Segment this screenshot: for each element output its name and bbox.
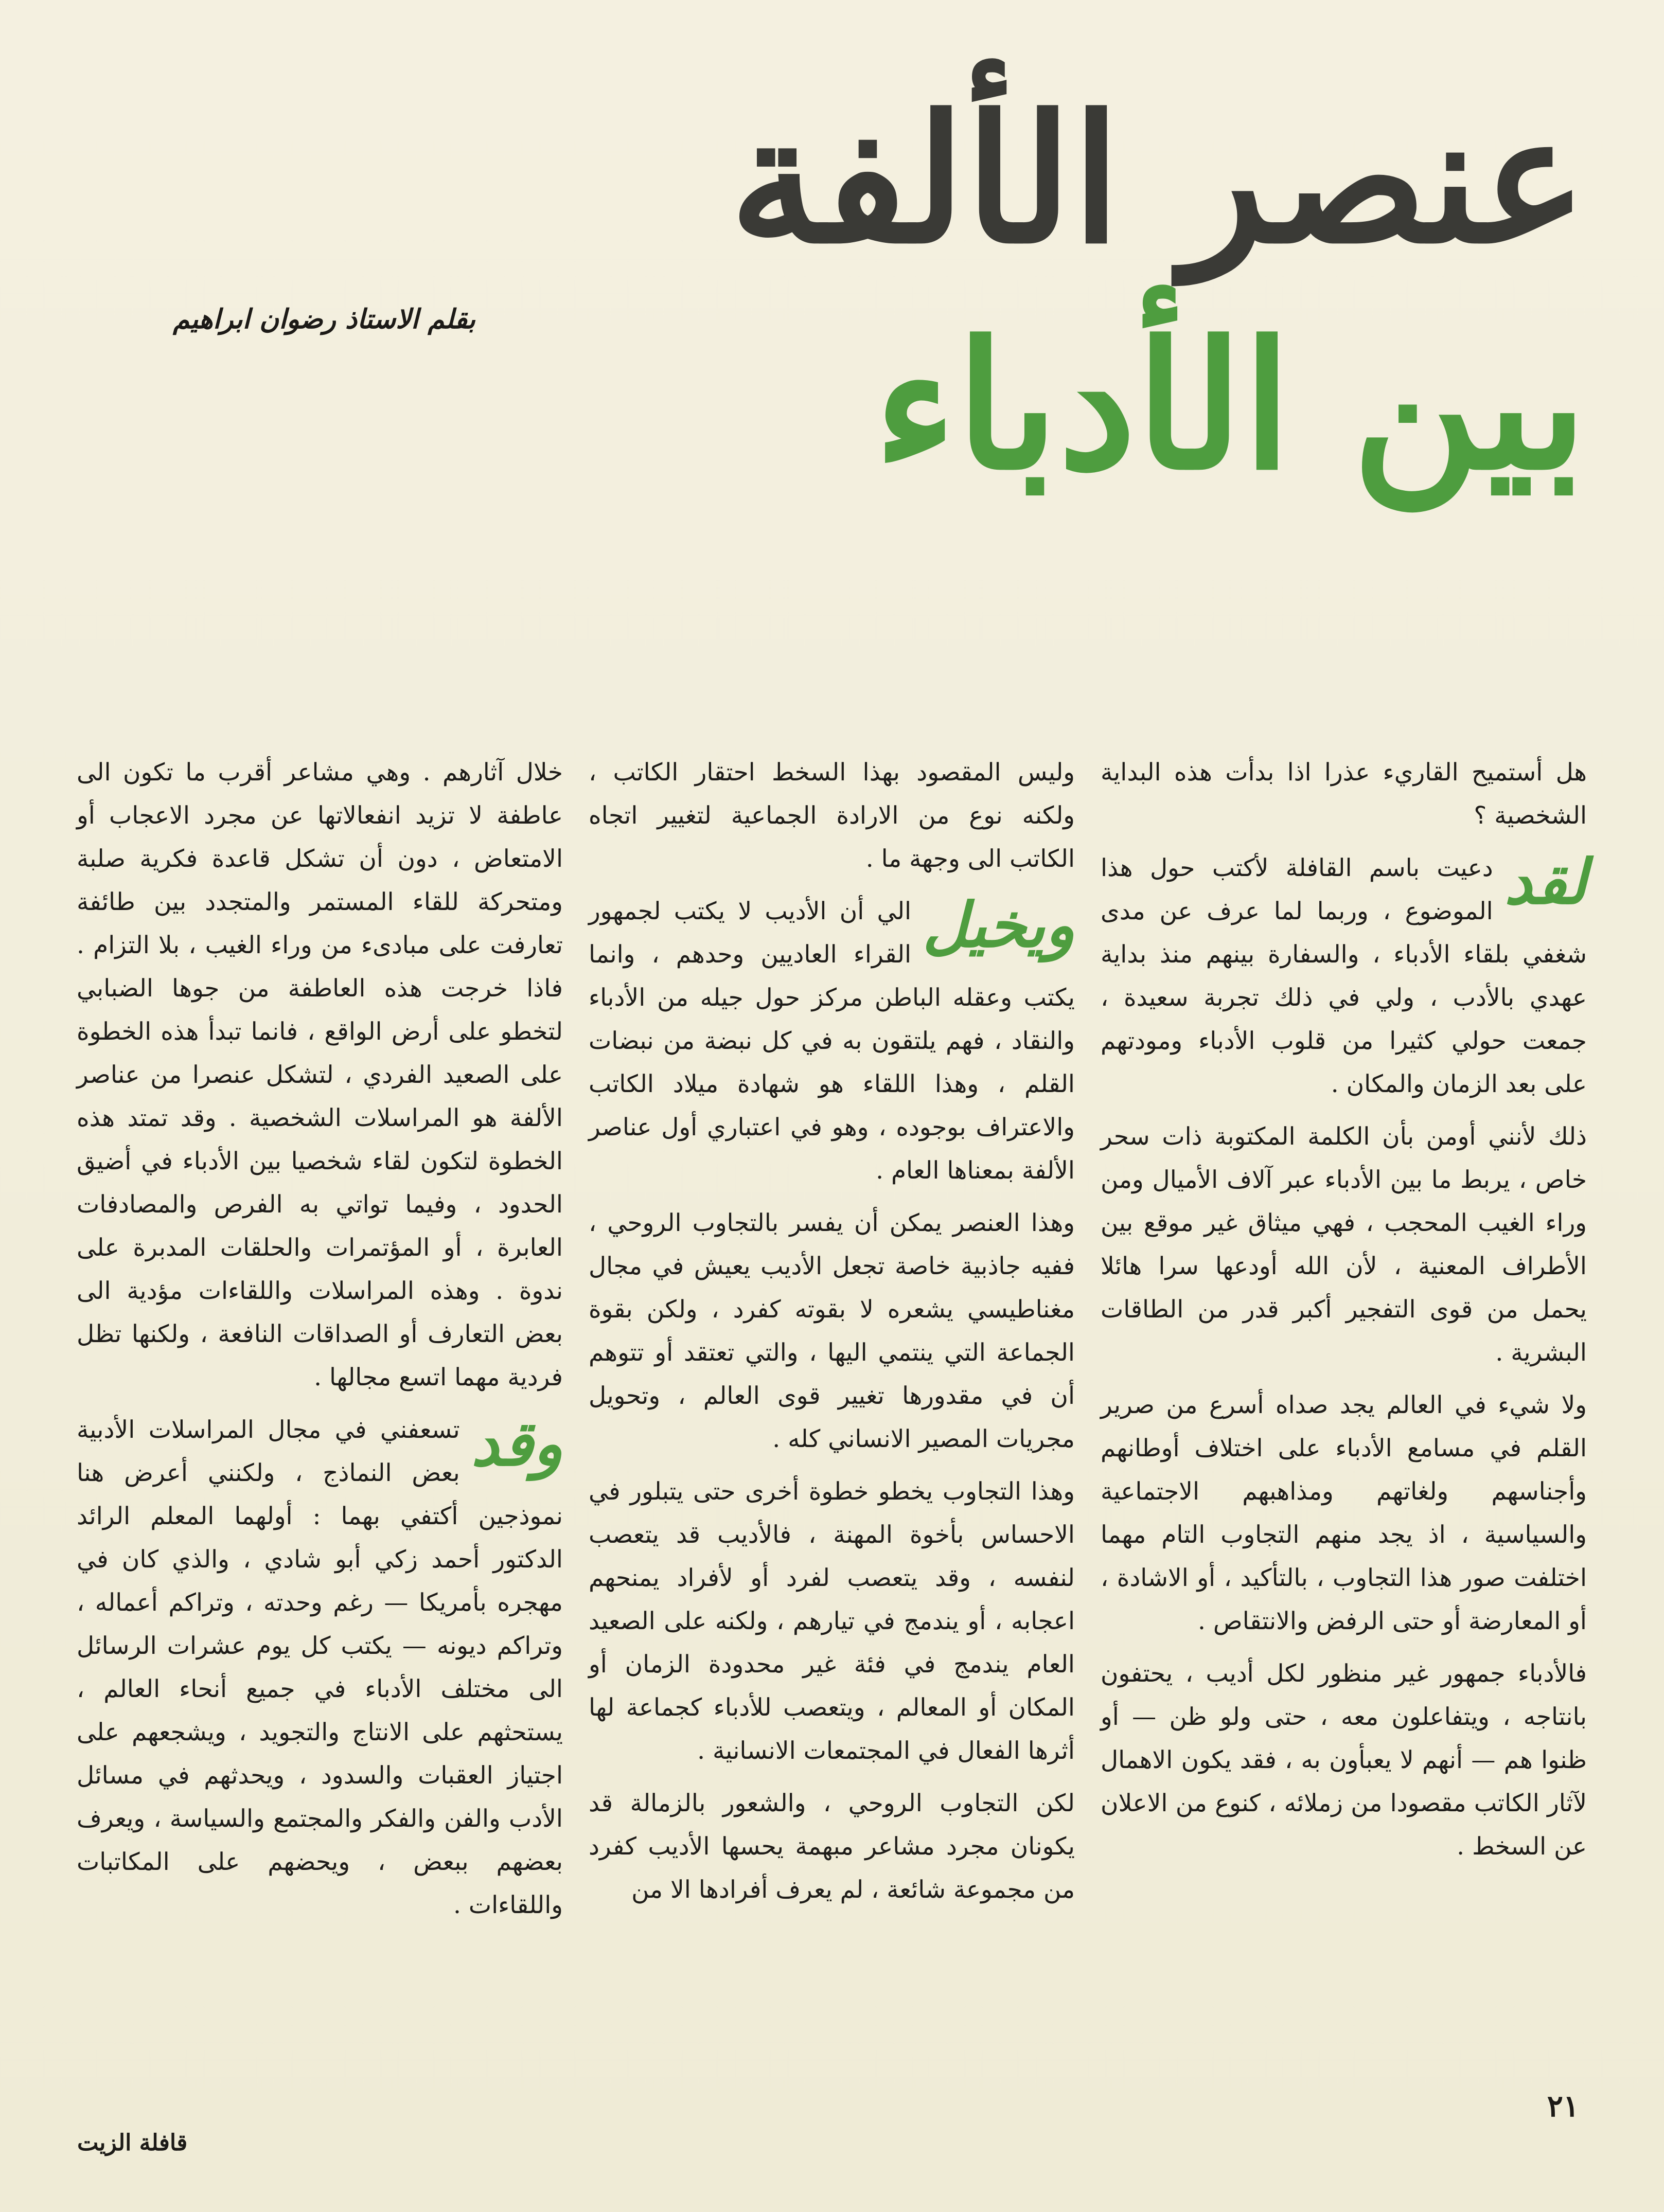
text-column-3 — [77, 751, 563, 1936]
page-number: ٢١ — [1547, 2089, 1579, 2124]
article-title-line-1: عنصر الألفة — [730, 77, 1587, 282]
paragraph: لكن التجاوب الروحي ، والشعور بالزمالة قد يكونان مجرد مشاعر مبهمة يحسها الأديب كفرد من مجموعة شائعة ، لم يعرف أفرادها الا من — [589, 1789, 1075, 1904]
magazine-name-footer: قافلة الزيت — [77, 2130, 188, 2156]
paragraph: ولا شيء في العالم يجد صداه أسرع من صرير القلم في مسامع الأدباء على اختلاف أوطانهم وأجناسهم ولغاتهم ومذاهبهم الاجتماعية والسياسية ، اذ يجد منهم التجاوب التام مهما اختلفت صور هذا التجاوب ، بالتأكيد ، أو الاشادة ، أو المعارضة أو حتى الرفض والانتقاص . — [1101, 1391, 1587, 1635]
paragraph: وليس المقصود بهذا السخط احتقار الكاتب ، ولكنه نوع من الارادة الجماعية لتغيير اتجاه الكاتب الى وجهة ما . — [589, 758, 1075, 873]
paragraph: فالأدباء جمهور غير منظور لكل أديب ، يحتفون بانتاجه ، ويتفاعلون معه ، حتى ولو ظن — أو ظنوا هم — أنهم لا يعبأون به ، فقد يكون الاهمال لآثار الكاتب مقصودا من زملائه ، كنوع من الاعلان عن السخط . — [1101, 1660, 1587, 1861]
author-byline: بقلم الاستاذ رضوان ابراهيم — [173, 304, 475, 335]
paragraph-text: دعيت باسم القافلة لأكتب حول هذا الموضوع ، وربما لما عرف عن مدى شغفي بلقاء الأدباء ، والسفارة بينهم منذ بداية عهدي بالأدب ، ولي في ذلك تجربة سعيدة ، جمعت حولي كثيرا من قلوب الأدباء ومودتهم على بعد الزمان والمكان . — [1101, 854, 1587, 1098]
paragraph: هل أستميح القاريء عذرا اذا بدأت هذه البداية الشخصية ؟ — [1101, 758, 1587, 830]
article-title-line-2: بين الأدباء — [874, 304, 1587, 509]
drop-cap: ويخيل — [923, 889, 1075, 961]
paragraph: خلال آثارهم . وهي مشاعر أقرب ما تكون الى عاطفة لا تزيد انفعالاتها عن مجرد الاعجاب أو الامتعاض ، دون أن تشكل قاعدة فكرية صلبة ومتحركة للقاء المستمر والمتجدد بين طائفة تعارفت على مبادىء من وراء الغيب ، بلا التزام . فاذا خرجت هذه العاطفة من جوها الضبابي لتخطو على أرض الواقع ، فانما تبدأ هذه الخطوة على الصعيد الفردي ، لتشكل عنصرا من عناصر الألفة هو المراسلات الشخصية . وقد تمتد هذه الخطوة لتكون لقاء شخصيا بين الأدباء في أضيق الحدود ، وفيما تواتي به الفرص والمصادفات العابرة ، أو المؤتمرات والحلقات المدبرة على ندوة . وهذه المراسلات واللقاءات مؤدية الى بعض التعارف أو الصداقات النافعة ، ولكنها تظل فردية مهما اتسع مجالها . — [77, 758, 563, 1392]
paragraph — [1101, 847, 1587, 1106]
paragraph: وهذا العنصر يمكن أن يفسر بالتجاوب الروحي ، ففيه جاذبية خاصة تجعل الأديب يعيش في مجال مغناطيسي يشعره لا بقوته كفرد ، ولكن بقوة الجماعة التي ينتمي اليها ، والتي تعتقد أو تتوهم أن في مقدورها تغيير قوى العالم ، وتحويل مجريات المصير الانساني كله . — [589, 1209, 1075, 1453]
text-column-2 — [589, 751, 1075, 1921]
paragraph-text: تسعفني في مجال المراسلات الأدبية بعض النماذج ، ولكنني أعرض هنا نموذجين أكتفي بهما : أولهما المعلم الرائد الدكتور أحمد زكي أبو شادي ، والذي كان في مهجره بأمريكا — رغم وحدته ، وتراكم أعماله ، وتراكم ديونه — يكتب كل يوم عشرات الرسائل الى مختلف الأدباء في جميع أنحاء العالم ، يستحثهم على الانتاج والتجويد ، ويشجعهم على اجتياز العقبات والسدود ، ويحدثهم في مسائل الأدب والفن والفكر والمجتمع والسياسة ، ويعرف بعضهم ببعض ، ويحضهم على المكاتبات واللقاءات . — [77, 1416, 563, 1919]
paragraph — [589, 890, 1075, 1192]
paragraph: وهذا التجاوب يخطو خطوة أخرى حتى يتبلور في الاحساس بأخوة المهنة ، فالأديب قد يتعصب لنفسه ، وقد يتعصب لفرد أو لأفراد يمنحهم اعجابه ، أو يندمج في تيارهم ، ولكنه على الصعيد العام يندمج في فئة غير محدودة الزمان أو المكان أو المعالم ، ويتعصب للأدباء كجماعة لها أثرها الفعال في المجتمعات الانسانية . — [589, 1477, 1075, 1765]
paragraph — [77, 1408, 563, 1927]
paragraph: ذلك لأنني أومن بأن الكلمة المكتوبة ذات سحر خاص ، يربط ما بين الأدباء عبر آلاف الأميال ومن وراء الغيب المحجب ، فهي ميثاق غير موقع بين الأطراف المعنية ، لأن الله أودعها سرا هائلا يحمل من قوى التفجير أكبر قدر من الطاقات البشرية . — [1101, 1122, 1587, 1367]
text-column-1 — [1101, 751, 1587, 1878]
paragraph-text: الي أن الأديب لا يكتب لجمهور القراء العاديين وحدهم ، وانما يكتب وعقله الباطن مركز حول جيله من الأدباء والنقاد ، فهم يلتقون به في كل نبضة من نبضات القلم ، وهذا اللقاء هو شهادة ميلاد الكاتب والاعتراف بوجوده ، وهو في اعتباري أول عناصر الألفة بمعناها العام . — [589, 897, 1075, 1185]
drop-cap: وقد — [471, 1407, 563, 1480]
drop-cap: لقد — [1504, 846, 1587, 918]
